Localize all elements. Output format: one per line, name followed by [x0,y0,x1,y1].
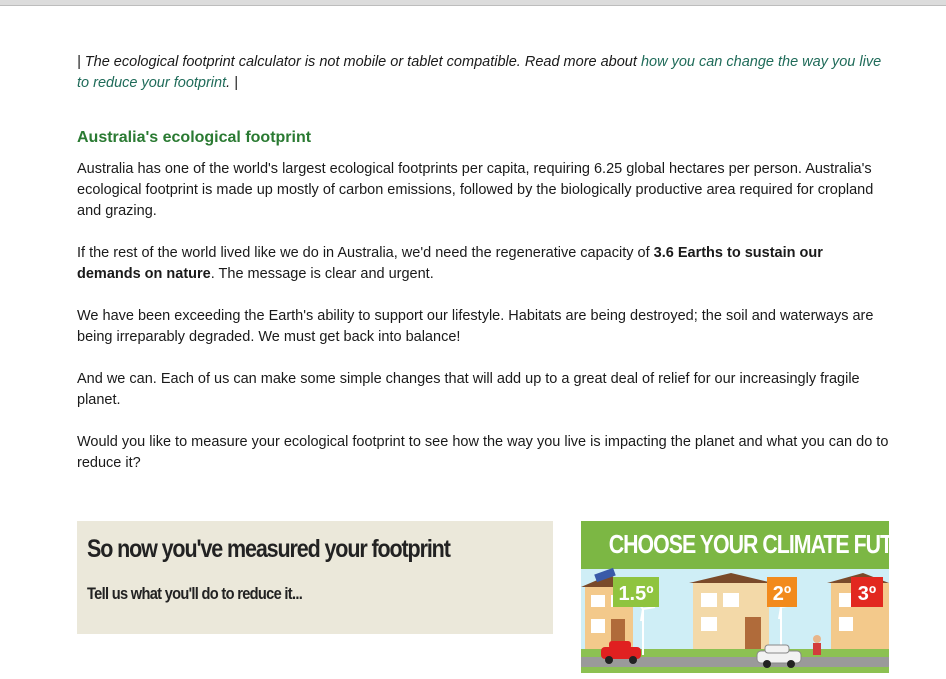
climate-future-banner[interactable] [581,521,935,673]
browser-top-edge [0,0,946,6]
promo-title: So now you've measured your footprint [87,535,450,563]
notice-suffix: . | [226,75,238,91]
badge-3-label: 3º [857,583,877,605]
change-footprint-link[interactable]: how you can change the way you live to reduce your footprint [77,54,882,91]
paragraph-simple-changes: And we can. Each of us can make some simple changes that will add up to a great deal of relief for our increasingly fragile planet. [77,371,860,408]
badge-2-icon [767,577,797,607]
paragraph-earths-needed [77,243,889,285]
banner-title: CHOOSE YOUR CLIMATE FUTURE [608,529,935,559]
badge-2-label: 2º [772,583,792,605]
banner-header [581,521,935,569]
paragraph-footprint-per-capita: Australia has one of the world's largest ecological footprints per capita, requiring 6.25 global hectares per person. Australia's ecological footprint is made up mostly of carbon emissions, followed by the biologically productive area required for cropland and grazing. [77,161,874,219]
notice-prefix: | The ecological footprint calculator is not mobile or tablet compatible. Read more about [77,54,641,70]
badge-3-icon [851,577,883,607]
p2-text-before: If the rest of the world lived like we do in Australia, we'd need the regenerative capacity of [77,245,654,261]
main-content [77,52,889,495]
house-scene-2-icon [689,573,773,649]
compatibility-notice [77,52,889,94]
p2-bold-text: 3.6 Earths to sustain our demands on nature [77,245,823,282]
p2-text-after: . The message is clear and urgent. [210,266,434,282]
measured-footprint-promo[interactable] [77,521,553,634]
person-figure-icon [813,635,821,655]
paragraph-measure-question: Would you like to measure your ecological footprint to see how the way you live is impacting the planet and what you can do to reduce it? [77,434,889,471]
badge-1-5-icon [613,577,659,607]
section-title: Australia's ecological footprint [77,129,312,146]
climate-scenes-illustration [581,569,889,673]
paragraph-exceeding-ability: We have been exceeding the Earth's ability to support our lifestyle. Habitats are being destroyed; the soil and waterways are being irreparably degraded. We must get back into balance! [77,308,874,345]
promo-subtitle: Tell us what you'll do to reduce it... [87,584,303,603]
badge-1-5-label: 1.5º [618,583,654,605]
